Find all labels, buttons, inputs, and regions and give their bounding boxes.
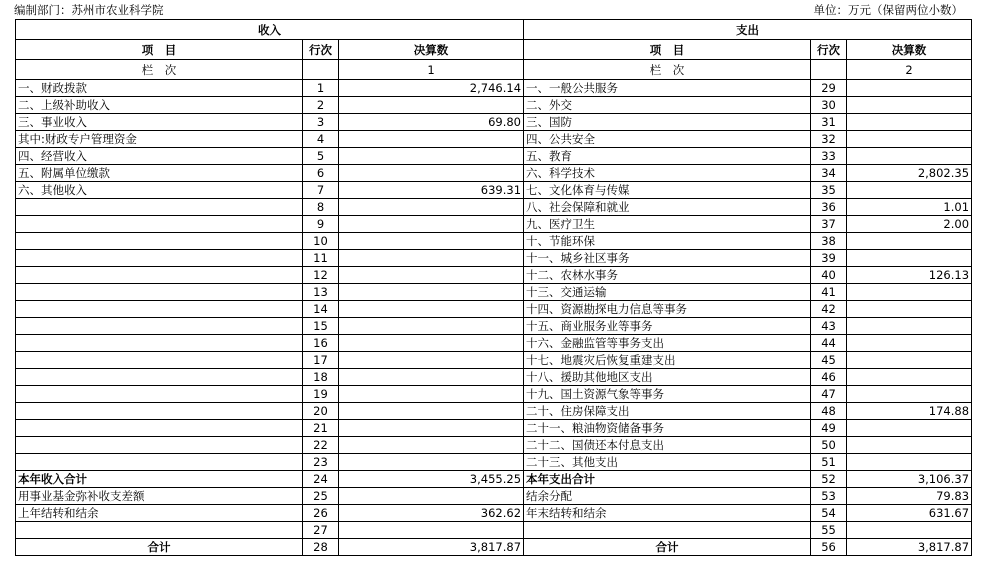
income-line-number: 11 (303, 250, 339, 267)
expense-item-cell: 七、文化体育与传媒 (524, 182, 811, 199)
income-line-number: 22 (303, 437, 339, 454)
expense-item-cell: 二十三、其他支出 (524, 454, 811, 471)
expense-line-number: 35 (811, 182, 847, 199)
table-row (16, 369, 972, 386)
income-line-number: 13 (303, 284, 339, 301)
expense-item-cell: 三、国防 (524, 114, 811, 131)
income-line-number: 9 (303, 216, 339, 233)
expense-amount-cell (847, 284, 972, 301)
expense-amount-cell (847, 335, 972, 352)
income-line-number: 18 (303, 369, 339, 386)
income-amount-cell (339, 216, 524, 233)
income-amount-cell (339, 148, 524, 165)
final-accounts-table (15, 19, 972, 556)
income-line-number: 12 (303, 267, 339, 284)
org-label: 编制部门：苏州市农业科学院 (14, 3, 164, 17)
table-row (16, 165, 972, 182)
income-item-cell (16, 352, 303, 369)
expense-item-cell: 四、公共安全 (524, 131, 811, 148)
table-row (16, 386, 972, 403)
expense-item-cell: 五、教育 (524, 148, 811, 165)
expense-line-number: 48 (811, 403, 847, 420)
table-body (16, 20, 972, 556)
expense-amount-cell: 2,802.35 (847, 165, 972, 182)
income-line-number: 6 (303, 165, 339, 182)
income-item-cell: 四、经营收入 (16, 148, 303, 165)
expense-amount-cell (847, 148, 972, 165)
income-line-number: 21 (303, 420, 339, 437)
table-row (16, 182, 972, 199)
income-amount-cell (339, 301, 524, 318)
expense-amount-cell (847, 131, 972, 148)
expense-item-cell: 十七、地震灾后恢复重建支出 (524, 352, 811, 369)
income-amount-cell: 69.80 (339, 114, 524, 131)
table-row (16, 114, 972, 131)
unit-label: 单位：万元（保留两位小数） (813, 3, 963, 17)
income-amount-cell: 362.62 (339, 505, 524, 522)
expense-line-number: 39 (811, 250, 847, 267)
income-amount-cell (339, 97, 524, 114)
expense-item-cell (524, 522, 811, 539)
income-line-number: 1 (303, 80, 339, 97)
income-line-number: 3 (303, 114, 339, 131)
expense-line-number: 43 (811, 318, 847, 335)
income-line-number: 10 (303, 233, 339, 250)
income-column-label: 栏 次 (16, 60, 303, 80)
income-line-number: 19 (303, 386, 339, 403)
table-row (16, 267, 972, 284)
table-row (16, 471, 972, 488)
income-line-number: 8 (303, 199, 339, 216)
income-item-cell (16, 284, 303, 301)
income-section-header: 收入 (16, 20, 524, 40)
income-item-cell (16, 403, 303, 420)
table-row (16, 284, 972, 301)
expense-item-cell: 十一、城乡社区事务 (524, 250, 811, 267)
expense-line-number: 56 (811, 539, 847, 556)
expense-section-header: 支出 (524, 20, 972, 40)
income-line-number: 5 (303, 148, 339, 165)
income-amount-cell (339, 522, 524, 539)
expense-item-cell: 六、科学技术 (524, 165, 811, 182)
expense-item-cell: 十、节能环保 (524, 233, 811, 250)
table-row (16, 454, 972, 471)
income-item-cell: 用事业基金弥补收支差额 (16, 488, 303, 505)
expense-item-header: 项 目 (524, 40, 811, 60)
income-line-number: 4 (303, 131, 339, 148)
table-row (16, 318, 972, 335)
expense-line-number: 41 (811, 284, 847, 301)
income-line-number: 28 (303, 539, 339, 556)
income-amount-cell (339, 420, 524, 437)
income-item-cell: 三、事业收入 (16, 114, 303, 131)
income-item-cell: 五、附属单位缴款 (16, 165, 303, 182)
income-item-cell: 其中:财政专户管理资金 (16, 131, 303, 148)
income-item-cell: 六、其他收入 (16, 182, 303, 199)
income-line-number: 23 (303, 454, 339, 471)
expense-item-cell: 十八、援助其他地区支出 (524, 369, 811, 386)
table-row (16, 335, 972, 352)
expense-line-number: 52 (811, 471, 847, 488)
income-item-cell: 一、财政拨款 (16, 80, 303, 97)
expense-line-number: 29 (811, 80, 847, 97)
table-row (16, 522, 972, 539)
expense-line-number: 54 (811, 505, 847, 522)
expense-line-number: 40 (811, 267, 847, 284)
expense-amount-cell: 631.67 (847, 505, 972, 522)
income-item-cell (16, 437, 303, 454)
expense-column-number: 2 (847, 60, 972, 80)
income-line-number: 17 (303, 352, 339, 369)
income-line-number: 2 (303, 97, 339, 114)
income-amount-header: 决算数 (339, 40, 524, 60)
expense-line-number: 51 (811, 454, 847, 471)
column-number-row (16, 60, 972, 80)
expense-line-number: 37 (811, 216, 847, 233)
income-item-cell: 合计 (16, 539, 303, 556)
table-row (16, 131, 972, 148)
income-item-cell (16, 267, 303, 284)
table-row (16, 403, 972, 420)
expense-line-number: 53 (811, 488, 847, 505)
income-item-cell: 本年收入合计 (16, 471, 303, 488)
expense-item-cell: 二十一、粮油物资储备事务 (524, 420, 811, 437)
expense-item-cell: 十五、商业服务业等事务 (524, 318, 811, 335)
expense-amount-cell (847, 318, 972, 335)
income-item-cell (16, 216, 303, 233)
expense-amount-cell (847, 369, 972, 386)
table-row (16, 199, 972, 216)
income-item-cell (16, 318, 303, 335)
income-line-number: 24 (303, 471, 339, 488)
income-item-cell (16, 233, 303, 250)
income-item-cell (16, 454, 303, 471)
income-item-cell (16, 301, 303, 318)
expense-line-number: 50 (811, 437, 847, 454)
expense-amount-cell (847, 80, 972, 97)
income-column-number: 1 (339, 60, 524, 80)
income-item-cell (16, 199, 303, 216)
expense-item-cell: 十九、国土资源气象等事务 (524, 386, 811, 403)
income-amount-cell (339, 199, 524, 216)
expense-line-number: 38 (811, 233, 847, 250)
income-line-blank (303, 60, 339, 80)
table-row (16, 505, 972, 522)
expense-amount-cell (847, 437, 972, 454)
expense-amount-header: 决算数 (847, 40, 972, 60)
income-line-number: 20 (303, 403, 339, 420)
expense-amount-cell (847, 301, 972, 318)
expense-amount-cell (847, 454, 972, 471)
expense-amount-cell: 126.13 (847, 267, 972, 284)
income-amount-cell (339, 318, 524, 335)
income-amount-cell (339, 403, 524, 420)
income-amount-cell (339, 131, 524, 148)
expense-amount-cell (847, 182, 972, 199)
income-item-cell (16, 420, 303, 437)
income-amount-cell (339, 437, 524, 454)
expense-amount-cell: 2.00 (847, 216, 972, 233)
expense-item-cell: 一、一般公共服务 (524, 80, 811, 97)
table-row (16, 233, 972, 250)
expense-line-number: 45 (811, 352, 847, 369)
expense-amount-cell (847, 420, 972, 437)
income-amount-cell (339, 284, 524, 301)
expense-item-cell: 结余分配 (524, 488, 811, 505)
income-amount-cell (339, 250, 524, 267)
income-line-number: 14 (303, 301, 339, 318)
income-item-cell (16, 250, 303, 267)
income-item-cell (16, 522, 303, 539)
expense-item-cell: 本年支出合计 (524, 471, 811, 488)
expense-line-number: 47 (811, 386, 847, 403)
income-amount-cell (339, 386, 524, 403)
expense-amount-cell: 174.88 (847, 403, 972, 420)
expense-item-cell: 十二、农林水事务 (524, 267, 811, 284)
expense-item-cell: 二十二、国债还本付息支出 (524, 437, 811, 454)
income-item-cell (16, 369, 303, 386)
table-row (16, 148, 972, 165)
expense-line-number: 55 (811, 522, 847, 539)
expense-item-cell: 九、医疗卫生 (524, 216, 811, 233)
income-amount-cell: 639.31 (339, 182, 524, 199)
income-item-cell: 二、上级补助收入 (16, 97, 303, 114)
expense-item-cell: 二、外交 (524, 97, 811, 114)
income-line-number: 15 (303, 318, 339, 335)
section-header-row (16, 20, 972, 40)
expense-item-cell: 二十、住房保障支出 (524, 403, 811, 420)
expense-line-number: 46 (811, 369, 847, 386)
expense-item-cell: 八、社会保障和就业 (524, 199, 811, 216)
expense-amount-cell (847, 386, 972, 403)
table-row (16, 420, 972, 437)
expense-column-label: 栏 次 (524, 60, 811, 80)
income-line-number: 25 (303, 488, 339, 505)
expense-item-cell: 十三、交通运输 (524, 284, 811, 301)
income-amount-cell (339, 267, 524, 284)
income-line-number: 26 (303, 505, 339, 522)
income-item-header: 项 目 (16, 40, 303, 60)
income-line-header: 行次 (303, 40, 339, 60)
income-item-cell (16, 386, 303, 403)
expense-amount-cell (847, 352, 972, 369)
income-amount-cell (339, 369, 524, 386)
income-amount-cell (339, 352, 524, 369)
table-row (16, 216, 972, 233)
expense-amount-cell: 3,817.87 (847, 539, 972, 556)
expense-amount-cell (847, 233, 972, 250)
table-row (16, 352, 972, 369)
income-amount-cell (339, 165, 524, 182)
expense-amount-cell (847, 97, 972, 114)
expense-line-number: 32 (811, 131, 847, 148)
table-row (16, 80, 972, 97)
table-row (16, 250, 972, 267)
expense-amount-cell: 3,106.37 (847, 471, 972, 488)
expense-item-cell: 合计 (524, 539, 811, 556)
table-row (16, 488, 972, 505)
income-amount-cell: 3,455.25 (339, 471, 524, 488)
expense-amount-cell: 1.01 (847, 199, 972, 216)
expense-item-cell: 十四、资源勘探电力信息等事务 (524, 301, 811, 318)
income-line-number: 27 (303, 522, 339, 539)
income-line-number: 7 (303, 182, 339, 199)
expense-amount-cell (847, 250, 972, 267)
expense-amount-cell (847, 114, 972, 131)
income-amount-cell (339, 233, 524, 250)
expense-line-header: 行次 (811, 40, 847, 60)
table-row (16, 301, 972, 318)
column-header-row (16, 40, 972, 60)
expense-line-number: 31 (811, 114, 847, 131)
income-amount-cell (339, 335, 524, 352)
table-row (16, 437, 972, 454)
income-amount-cell (339, 488, 524, 505)
income-item-cell: 上年结转和结余 (16, 505, 303, 522)
income-amount-cell: 3,817.87 (339, 539, 524, 556)
expense-amount-cell: 79.83 (847, 488, 972, 505)
income-line-number: 16 (303, 335, 339, 352)
expense-item-cell: 十六、金融监管等事务支出 (524, 335, 811, 352)
expense-line-number: 33 (811, 148, 847, 165)
expense-item-cell: 年末结转和结余 (524, 505, 811, 522)
expense-line-number: 36 (811, 199, 847, 216)
expense-line-number: 34 (811, 165, 847, 182)
income-item-cell (16, 335, 303, 352)
expense-line-number: 44 (811, 335, 847, 352)
expense-line-number: 30 (811, 97, 847, 114)
table-row (16, 539, 972, 556)
expense-line-number: 49 (811, 420, 847, 437)
expense-amount-cell (847, 522, 972, 539)
table-row (16, 97, 972, 114)
expense-line-blank (811, 60, 847, 80)
income-amount-cell: 2,746.14 (339, 80, 524, 97)
expense-line-number: 42 (811, 301, 847, 318)
income-amount-cell (339, 454, 524, 471)
